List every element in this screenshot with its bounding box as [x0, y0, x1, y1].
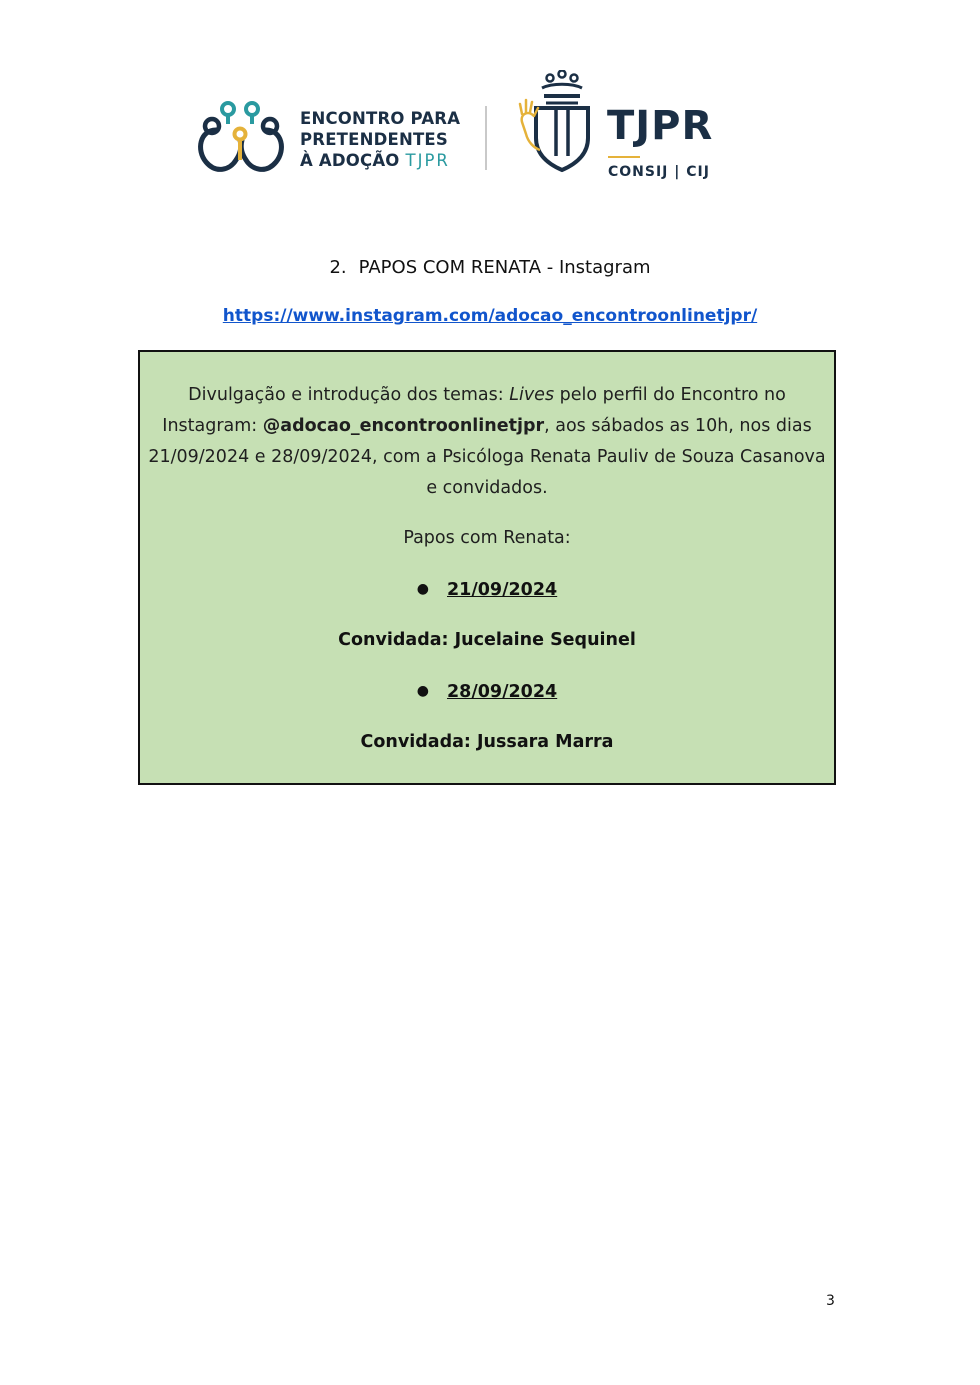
intro-handle: @adocao_encontroonlinetjpr — [262, 416, 545, 436]
section-title-text: PAPOS COM RENATA - Instagram — [358, 257, 651, 278]
encontro-suffix: TJPR — [405, 151, 450, 170]
intro-paragraph — [148, 380, 826, 504]
session-guest-1: Convidada: Jucelaine Sequinel — [338, 630, 636, 650]
session-date-2-text: 28/09/2024 — [447, 682, 558, 702]
session-guest-2: Convidada: Jussara Marra — [360, 732, 614, 752]
family-figures-icon — [190, 100, 290, 180]
tjpr-logo-subtitle: CONSIJ | CIJ — [608, 164, 710, 180]
bullet-icon: ● — [416, 581, 429, 597]
encontro-line3 — [300, 150, 460, 171]
instagram-link[interactable]: https://www.instagram.com/adocao_encontroonlinetjpr/ — [222, 306, 758, 326]
section-title — [0, 255, 980, 281]
tjpr-logo-title: TJPR — [607, 103, 714, 149]
tjpr-crest-icon — [512, 70, 602, 175]
bullet-icon: ● — [416, 683, 429, 699]
papos-label: Papos com Renata: — [403, 528, 571, 548]
encontro-line3-text: À ADOÇÃO — [300, 151, 400, 170]
session-date-2 — [140, 678, 834, 705]
encontro-logo — [190, 100, 460, 180]
section-number: 2. — [329, 257, 347, 278]
intro-part3: , aos sábados as 10h, nos dias 21/09/2024 e 28/09/2024, com a Psicóloga Renata Pauliv de Souza Casanova e convidados. — [148, 416, 826, 498]
session-date-1-text: 21/09/2024 — [447, 580, 558, 600]
section-link-wrapper — [0, 303, 980, 329]
encontro-line2: PRETENDENTES — [300, 130, 448, 149]
page-number: 3 — [826, 1293, 835, 1309]
intro-italic: Lives — [509, 385, 555, 405]
encontro-line1: ENCONTRO PARA — [300, 109, 461, 128]
tjpr-logo — [512, 70, 732, 185]
info-box — [138, 350, 836, 785]
encontro-logo-text — [300, 108, 460, 171]
tjpr-logo-underline — [608, 156, 640, 158]
header-logos — [190, 70, 730, 185]
intro-part2: pelo perfil do Encontro no Instagram: — [162, 385, 786, 436]
logo-divider — [485, 106, 487, 170]
intro-part1: Divulgação e introdução dos temas: — [188, 385, 510, 405]
session-date-1 — [140, 576, 834, 603]
